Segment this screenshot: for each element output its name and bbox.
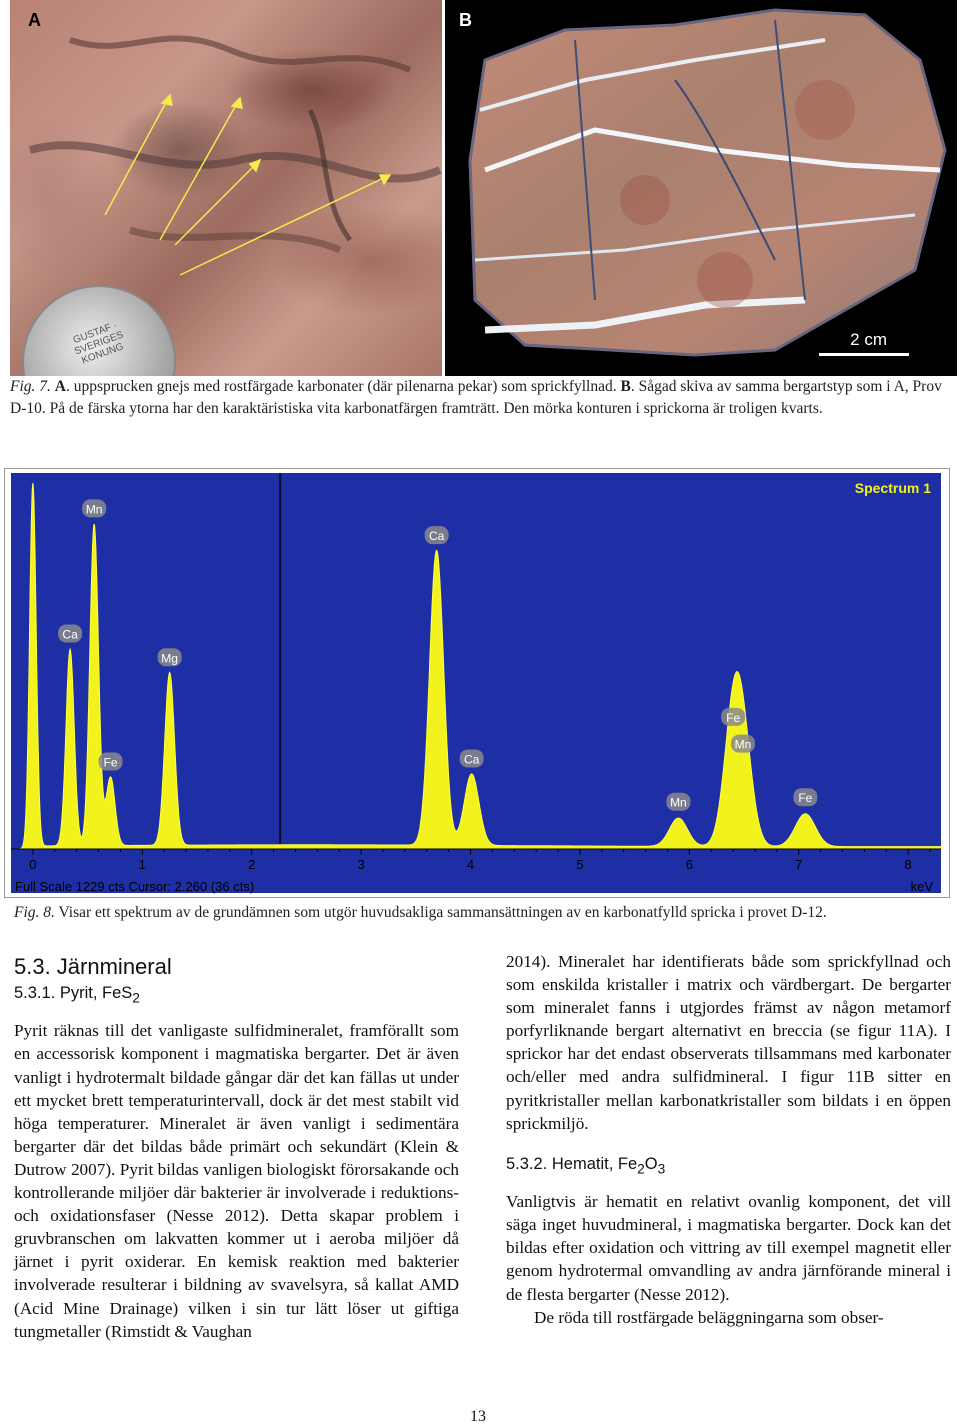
figure-8-caption <box>14 902 954 924</box>
peak-label-ca <box>425 526 449 544</box>
coin-inscription: GUSTAF · SVERIGES KONUNG <box>71 320 126 367</box>
panel-label-b: B <box>459 10 472 30</box>
left-column <box>14 950 459 1343</box>
peak-label-mg <box>158 648 182 666</box>
svg-text:Fe: Fe <box>726 710 741 725</box>
caption-text: Visar ett spektrum av de grundämnen som utgör huvudsakliga sammansättningen av en karbonatfylld spricka i provet D-12. <box>54 904 827 921</box>
svg-text:Mn: Mn <box>670 795 687 810</box>
svg-text:Ca: Ca <box>428 529 445 544</box>
subheading-text: 5.3.2. Hematit, Fe <box>506 1154 638 1173</box>
caption-part-a-text: . uppsprucken gnejs med rostfärgade karbonater (där pilenarna pekar) som sprickfyllnad. <box>65 378 617 395</box>
x-tick-label: 6 <box>685 857 693 872</box>
panel-label-a: A <box>28 10 41 30</box>
subscript: 2 <box>637 1161 645 1177</box>
scale-bar <box>819 353 909 356</box>
subscript: 3 <box>657 1161 666 1177</box>
hematite-paragraph: Vanligtvis är hematit en relativt ovanlig komponent, det vill säga inget huvudmineral, i magmatiska bergarter. Dock kan det bildas efter oxidation och vittring av till exempel magnetit eller genom hydrotermal omvandling av andra järnförande mineral i de flesta bergarter (Nesse 2012). <box>506 1192 951 1304</box>
figure-7-caption <box>10 376 950 420</box>
x-tick-label: 3 <box>357 857 365 872</box>
x-axis-label: keV <box>910 879 933 894</box>
spectrum-plot <box>5 469 949 897</box>
peak-label-mn <box>666 793 690 811</box>
chart-footer: Full Scale 1229 cts Cursor: 2.260 (36 cts) <box>15 879 255 894</box>
caption-part-b-label: B <box>620 378 631 395</box>
hematite-paragraph-2: De röda till rostfärgade beläggningarna som obser- <box>534 1307 884 1327</box>
x-tick-label: 7 <box>795 857 803 872</box>
photo-b-sawn-slab <box>445 0 957 376</box>
caption-part-a-label: A <box>54 378 66 395</box>
svg-text:Mn: Mn <box>85 502 103 517</box>
slab-shape <box>445 0 957 376</box>
subheading-text-o: O <box>644 1154 658 1173</box>
peak-label-fe <box>721 708 745 726</box>
svg-text:Mn: Mn <box>734 737 752 752</box>
x-tick-label: 1 <box>138 857 146 872</box>
caption-fig-label: Fig. 7. <box>10 378 51 395</box>
svg-text:Fe: Fe <box>798 791 813 806</box>
subheading-text: 5.3.1. Pyrit, FeS <box>14 984 133 1002</box>
right-column <box>506 950 951 1329</box>
peak-label-mn <box>82 499 106 517</box>
svg-text:Mg: Mg <box>161 651 178 666</box>
section-heading: 5.3. Järnmineral <box>14 954 172 979</box>
page-number: 13 <box>470 1408 486 1425</box>
subsection-heading-hematite <box>506 1153 951 1180</box>
svg-text:Fe: Fe <box>103 755 118 770</box>
peak-label-ca <box>460 750 484 768</box>
x-tick-label: 8 <box>904 857 912 872</box>
svg-text:Ca: Ca <box>62 627 78 642</box>
peak-label-fe <box>99 753 123 771</box>
pyrite-paragraph: Pyrit räknas till det vanligaste sulfidmineralet, framförallt som en accessorisk komponent i magmatiska bergarter. Det är även vanligt i hydrotermalt bildade gångar där det kan fällas ut under ett mycket brett temperaturintervall, dock är det mest stabilt vid höga temperaturer. Mineralet är även vanligt i sedimentära bergarter där det bildas både primärt och sekundärt (Klein & Dutrow 2007). Pyrit bildas vanligen biologiskt förorsakande och kontrollerande miljöer där bakterier är involverade i reduktions- och oxidationsfaser (Nesse 2012). Detta skapar problem i gruvbranschen om lakvatten kommer ut i aeroba miljöer då järnet i pyrit oxiderar. En kemisk reaktion med bakterier involverade resulterar i bildning av svavelsyra, så kallat AMD (Acid Mine Drainage) vilken i sin tur lätt löser ut giftiga tungmetaller (Rimstidt & Vaughan <box>14 1021 459 1341</box>
scale-label: 2 cm <box>850 330 887 349</box>
arrows <box>105 95 390 275</box>
peak-label-ca <box>58 624 82 642</box>
pyrite-paragraph-continued: 2014). Mineralet har identifierats både som sprickfyllnad och som enskilda kristaller i matrix och värdbergart. De bergarter som mineralet fanns i utgjordes främst av någon metamorf porfyrliknande bergart alternativt en breccia (se figur 11A). I sprickor har det endast observerats tillsammans med karbonater och/eller med andra sulfidmineral. I figur 11B sitter en pyritkristaller mellan karbonatkristaller som bildats i en öppen sprickmiljö. <box>506 952 951 1133</box>
x-tick-label: 5 <box>576 857 584 872</box>
caption-fig-label: Fig. 8. <box>14 904 55 921</box>
peak-label-fe <box>793 788 817 806</box>
photo-a-cracked-gneiss <box>10 0 442 376</box>
x-tick-label: 2 <box>248 857 256 872</box>
peak-label-mn <box>731 735 755 753</box>
x-tick-label: 0 <box>29 857 37 872</box>
chart-title: Spectrum 1 <box>854 480 931 496</box>
caption-part-b-text: . Sågad skiva av samma bergartstyp som i A, Prov D-10. På de färska ytorna har den karaktäristiska vita karbonatfärgen framträtt. Den mörka konturen i sprickorna är troligen kvarts. <box>10 378 942 417</box>
subsection-heading-pyrite <box>14 982 459 1009</box>
eds-spectrum-chart <box>4 468 950 898</box>
x-tick-label: 4 <box>466 857 475 872</box>
subscript: 2 <box>132 990 140 1006</box>
svg-text:Ca: Ca <box>463 752 480 767</box>
